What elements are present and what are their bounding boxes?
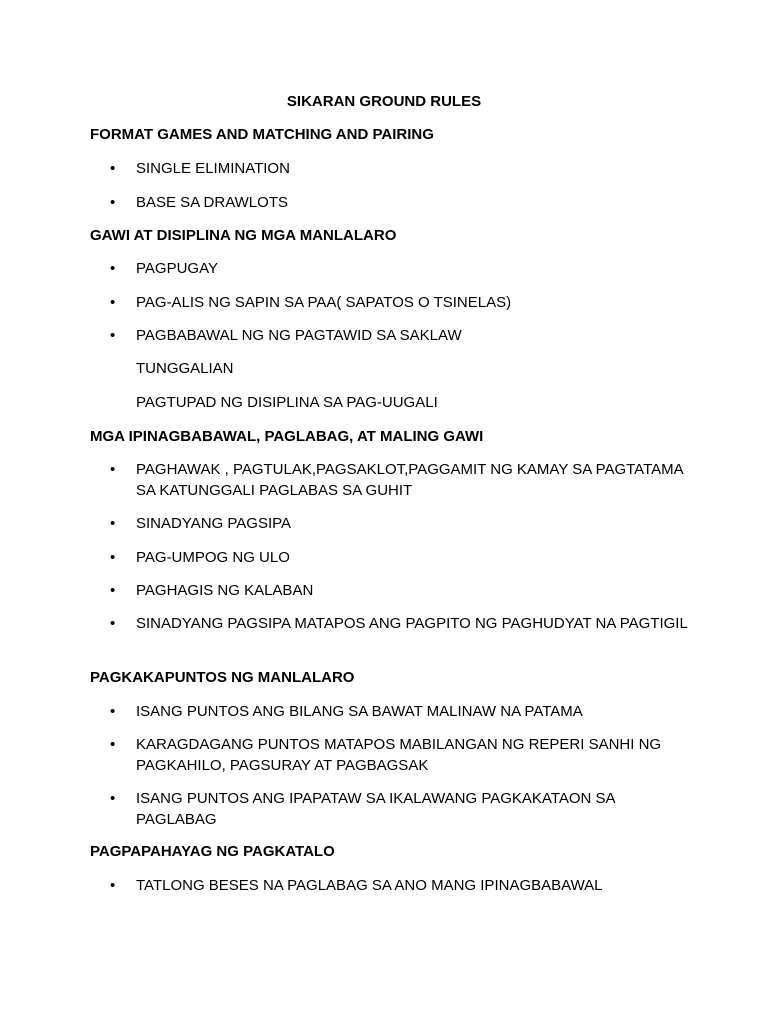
bullet-icon: •	[110, 515, 116, 532]
list-item	[110, 580, 690, 601]
section-heading-pagkakapuntos: PAGKAKAPUNTOS NG MANLALARO	[90, 669, 355, 686]
bullet-icon: •	[110, 260, 116, 277]
list-item	[110, 459, 690, 501]
list-item-text: SINGLE ELIMINATION	[136, 160, 290, 177]
bullet-icon: •	[110, 549, 116, 566]
bullet-icon: •	[110, 194, 116, 211]
list-item	[110, 192, 690, 213]
list-item	[110, 292, 690, 313]
bullet-icon: •	[110, 736, 116, 753]
plain-line: PAGTUPAD NG DISIPLINA SA PAG-UUGALI	[136, 394, 438, 411]
list-item-text: KARAGDAGANG PUNTOS MATAPOS MABILANGAN NG REPERI SANHI NG PAGKAHILO, PAGSURAY AT PAGBAGSAK	[136, 736, 662, 774]
bullet-icon: •	[110, 327, 116, 344]
list-item-text: PAG-UMPOG NG ULO	[136, 549, 290, 566]
plain-line: TUNGGALIAN	[136, 360, 234, 377]
bullet-icon: •	[110, 461, 116, 478]
list-item-text: ISANG PUNTOS ANG BILANG SA BAWAT MALINAW NA PATAMA	[136, 703, 583, 720]
bullet-icon: •	[110, 703, 116, 720]
bullet-icon: •	[110, 294, 116, 311]
list-item	[110, 788, 690, 830]
section-heading-gawi-at-disiplina: GAWI AT DISIPLINA NG MGA MANLALARO	[90, 227, 397, 244]
section-heading-ipinagbabawal: MGA IPINAGBABAWAL, PAGLABAG, AT MALING GAWI	[90, 428, 484, 445]
list-item-text: PAGPUGAY	[136, 260, 218, 277]
list-item	[110, 158, 690, 179]
list-item-text: ISANG PUNTOS ANG IPAPATAW SA IKALAWANG PAGKAKATAON SA PAGLABAG	[136, 790, 615, 828]
list-item	[110, 513, 690, 534]
bullet-icon: •	[110, 160, 116, 177]
section-heading-pagpapahayag: PAGPAPAHAYAG NG PAGKATALO	[90, 843, 335, 860]
list-item-text: PAGBABAWAL NG NG PAGTAWID SA SAKLAW	[136, 327, 462, 344]
list-item	[110, 325, 690, 346]
list-item	[110, 875, 690, 896]
bullet-icon: •	[110, 790, 116, 807]
bullet-icon: •	[110, 582, 116, 599]
list-item-text: SINADYANG PAGSIPA MATAPOS ANG PAGPITO NG PAGHUDYAT NA PAGTIGIL	[136, 615, 688, 632]
list-item-text: BASE SA DRAWLOTS	[136, 194, 288, 211]
page-title: SIKARAN GROUND RULES	[286, 93, 482, 110]
list-item-text: PAG-ALIS NG SAPIN SA PAA( SAPATOS O TSINELAS)	[136, 294, 512, 311]
list-item	[110, 701, 690, 722]
list-item-text: PAGHAWAK , PAGTULAK,PAGSAKLOT,PAGGAMIT NG KAMAY SA PAGTATAMA SA KATUNGGALI PAGLABAS SA GUHIT	[136, 461, 683, 499]
bullet-icon: •	[110, 615, 116, 632]
list-item	[110, 734, 690, 776]
list-item	[110, 613, 690, 634]
list-item-text: TATLONG BESES NA PAGLABAG SA ANO MANG IPINAGBABAWAL	[136, 877, 603, 894]
bullet-icon: •	[110, 877, 116, 894]
list-item	[110, 547, 690, 568]
list-item-text: PAGHAGIS NG KALABAN	[136, 582, 314, 599]
list-item-text: SINADYANG PAGSIPA	[136, 515, 292, 532]
section-heading-format-games: FORMAT GAMES AND MATCHING AND PAIRING	[90, 126, 434, 143]
list-item	[110, 258, 690, 279]
